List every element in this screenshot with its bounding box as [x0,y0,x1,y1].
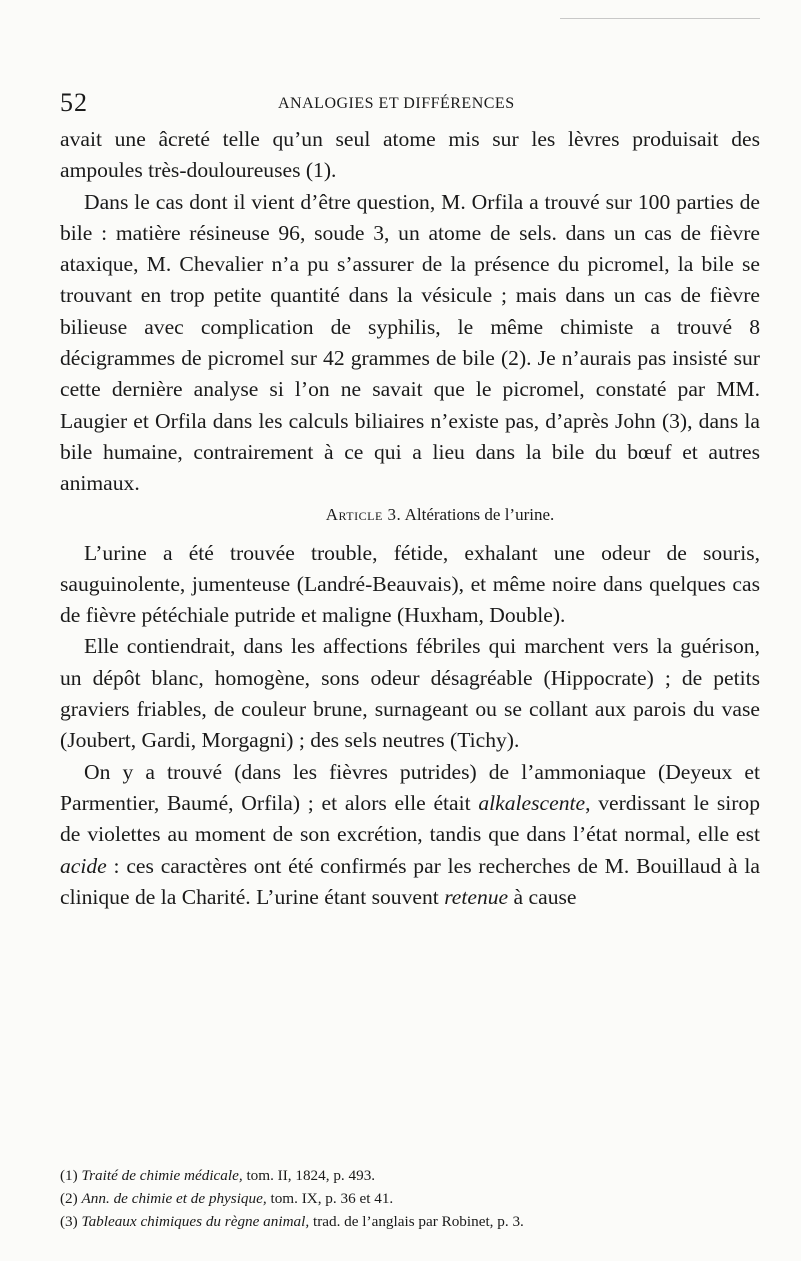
footnote [60,1164,770,1187]
italic-term-retenue: retenue [444,884,509,909]
footnotes [60,1164,770,1233]
footnote-title: Traité de chimie médicale, [81,1167,243,1184]
article-heading [60,502,760,528]
italic-term-acide: acide [60,853,107,878]
paragraph-continuation: avait une âcreté telle qu’un seul atome mis sur les lèvres produisait des ampoules très-douloureuses (1). [60,127,760,183]
footnote-rest: trad. de l’anglais par Robinet, p. 3. [309,1213,524,1230]
footnote-rest: tom. IX, p. 36 et 41. [266,1190,394,1207]
text-run: , verdissant le sirop de violettes au moment de son excrétion, tandis que dans l’état normal, elle est [60,790,761,847]
footnote-marker: (1) [60,1167,78,1184]
scan-edge-line [560,18,760,19]
running-head: ANALOGIES ET DIFFÉRENCES [278,95,515,112]
footnote [60,1187,770,1210]
paragraph-urine-ammonia [60,757,760,913]
paragraph-bile-analysis: Dans le cas dont il vient d’être question, M. Orfila a trouvé sur 100 parties de bile : matière résineuse 96, soude 3, un atome de sels. dans un cas de fièvre ataxique, M. Chevalier n’a pu s’assurer de la présence du picromel, la bile se trouvant en trop petite quantité dans la vésicule ; mais dans un cas de fièvre bilieuse avec complication de syphilis, le même chimiste a trouvé 8 décigrammes de picromel sur 42 grammes de bile (2). Je n’aurais pas insisté sur cette dernière analyse si l’on ne savait que le picromel, constaté par MM. Laugier et Orfila dans les calculs biliaires n’existe pas, d’après John (3), dans la bile humaine, contrairement à ce qui a lieu dans la bile du bœuf et autres animaux. [60,189,760,496]
body-text [60,124,760,913]
text-run: à cause [508,884,577,909]
footnote-marker: (3) [60,1213,78,1230]
footnote-title: Tableaux chimiques du règne animal, [81,1213,310,1230]
footnote [60,1210,770,1233]
italic-term-alkalescente: alkalescente [478,790,586,815]
footnote-marker: (2) [60,1190,78,1207]
text-run: On y a trouvé (dans les fièvres putrides) de l’ammoniaque (Deyeux et Parmentier, Baumé, Orfila) ; et alors elle était [60,759,760,815]
footnote-rest: tom. II, 1824, p. 493. [242,1167,376,1184]
paragraph-urine-description: L’urine a été trouvée trouble, fétide, exhalant une odeur de souris, sauguinolente, jumenteuse (Landré-Beauvais), et même noire dans quelques cas de fièvre pétéchiale putride et maligne (Huxham, Double). [60,540,760,628]
text-run: : ces caractères ont été confirmés par les recherches de M. Bouillaud à la clinique de la Charité. L’urine étant souvent [60,853,760,909]
article-label: Article 3. [325,504,402,524]
page-header [60,88,760,118]
paragraph-urine-deposits: Elle contiendrait, dans les affections fébriles qui marchent vers la guérison, un dépôt blanc, homogène, sons odeur désagréable (Hippocrate) ; de petits graviers friables, de couleur brune, surnageant ou se collant aux parois du vase (Joubert, Gardi, Morgagni) ; des sels neutres (Tichy). [60,634,760,753]
article-title: Altérations de l’urine. [404,504,555,524]
footnote-title: Ann. de chimie et de physique, [81,1190,267,1207]
page-number: 52 [60,88,88,117]
